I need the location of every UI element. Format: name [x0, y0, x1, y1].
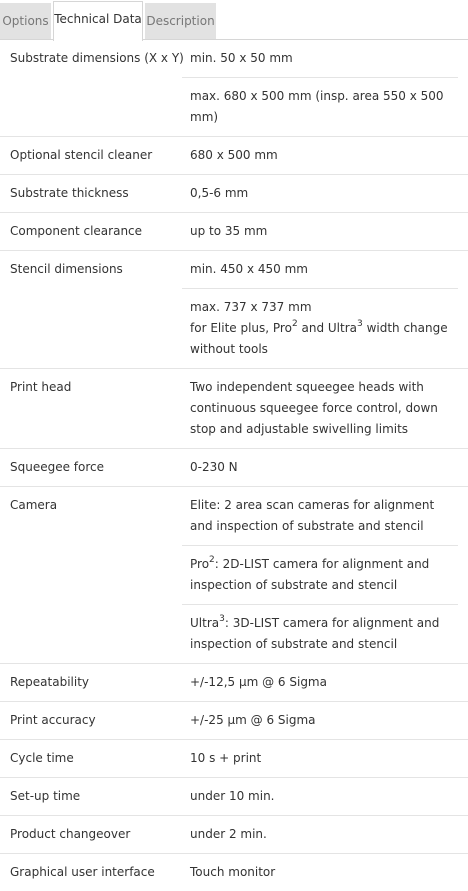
row-label: Squeegee force: [10, 460, 105, 474]
table-row: [0, 175, 468, 213]
row-value: max. 680 x 500 mm (insp. area 550 x 500 mm): [190, 89, 444, 124]
row-value: min. 50 x 50 mm: [182, 40, 458, 78]
row-label: Substrate thickness: [10, 186, 129, 200]
row-label: Repeatability: [10, 675, 90, 689]
row-label: Product changeover: [10, 827, 131, 841]
row-value: under 2 min.: [190, 827, 267, 841]
row-value: Elite: 2 area scan cameras for alignment and inspection of substrate and stencil: [182, 487, 458, 546]
table-row: [0, 816, 468, 854]
row-value: Touch monitor: [190, 865, 276, 879]
table-row: [0, 40, 468, 137]
row-label: Cycle time: [10, 751, 74, 765]
table-row: [0, 854, 468, 891]
row-value: under 10 min.: [190, 789, 275, 803]
value-text: : 2D-LIST camera for alignment and inspection of substrate and stencil: [190, 557, 430, 592]
value-text: for Elite plus, Pro: [190, 321, 292, 335]
table-row: [0, 778, 468, 816]
row-label: Print head: [10, 380, 72, 394]
value-text: Pro: [190, 557, 210, 571]
superscript: 2: [291, 319, 298, 329]
table-row: [0, 449, 468, 487]
row-value: [182, 546, 458, 605]
row-label: Camera: [10, 498, 58, 512]
row-label: Set-up time: [10, 789, 81, 803]
row-value: min. 450 x 450 mm: [182, 251, 458, 289]
row-label: Graphical user interface: [10, 865, 155, 879]
row-value: 0-230 N: [190, 460, 238, 474]
row-value: [182, 605, 458, 663]
row-value-text: [190, 318, 458, 360]
superscript: 2: [209, 555, 215, 565]
superscript: 3: [357, 319, 363, 329]
row-value: [182, 289, 458, 368]
table-row: [0, 369, 468, 449]
table-row: [0, 487, 468, 664]
row-value: 10 s + print: [190, 751, 262, 765]
row-value: 0,5-6 mm: [190, 186, 249, 200]
row-value: +/-12,5 µm @ 6 Sigma: [190, 675, 327, 689]
row-value: 680 x 500 mm: [190, 148, 278, 162]
row-value: up to 35 mm: [190, 224, 268, 238]
value-text: Ultra: [190, 616, 220, 630]
table-row: [0, 137, 468, 175]
tab-description[interactable]: Description: [145, 3, 216, 40]
tab-bar: [0, 0, 468, 40]
superscript: 3: [219, 614, 225, 624]
tab-technical-data[interactable]: Technical Data: [53, 1, 143, 41]
row-label: Component clearance: [10, 224, 143, 238]
table-row: [0, 251, 468, 369]
row-value: Two independent squeegee heads with continuous squeegee force control, down stop and adjustable swivelling limits: [190, 380, 438, 436]
row-label: Optional stencil cleaner: [10, 148, 153, 162]
technical-data-table: [0, 40, 468, 891]
table-row: [0, 213, 468, 251]
row-label: Stencil dimensions: [10, 262, 123, 276]
value-text: and Ultra: [297, 321, 358, 335]
value-text: width change without tools: [190, 321, 448, 356]
table-row: [0, 664, 468, 702]
row-label: Substrate dimensions (X x Y): [10, 51, 184, 65]
row-value-text: max. 737 x 737 mm: [190, 300, 312, 314]
row-label: Print accuracy: [10, 713, 96, 727]
row-value: +/-25 µm @ 6 Sigma: [190, 713, 316, 727]
value-text: : 3D-LIST camera for alignment and inspection of substrate and stencil: [190, 616, 440, 651]
tab-options[interactable]: Options: [0, 3, 51, 40]
table-row: [0, 740, 468, 778]
table-row: [0, 702, 468, 740]
